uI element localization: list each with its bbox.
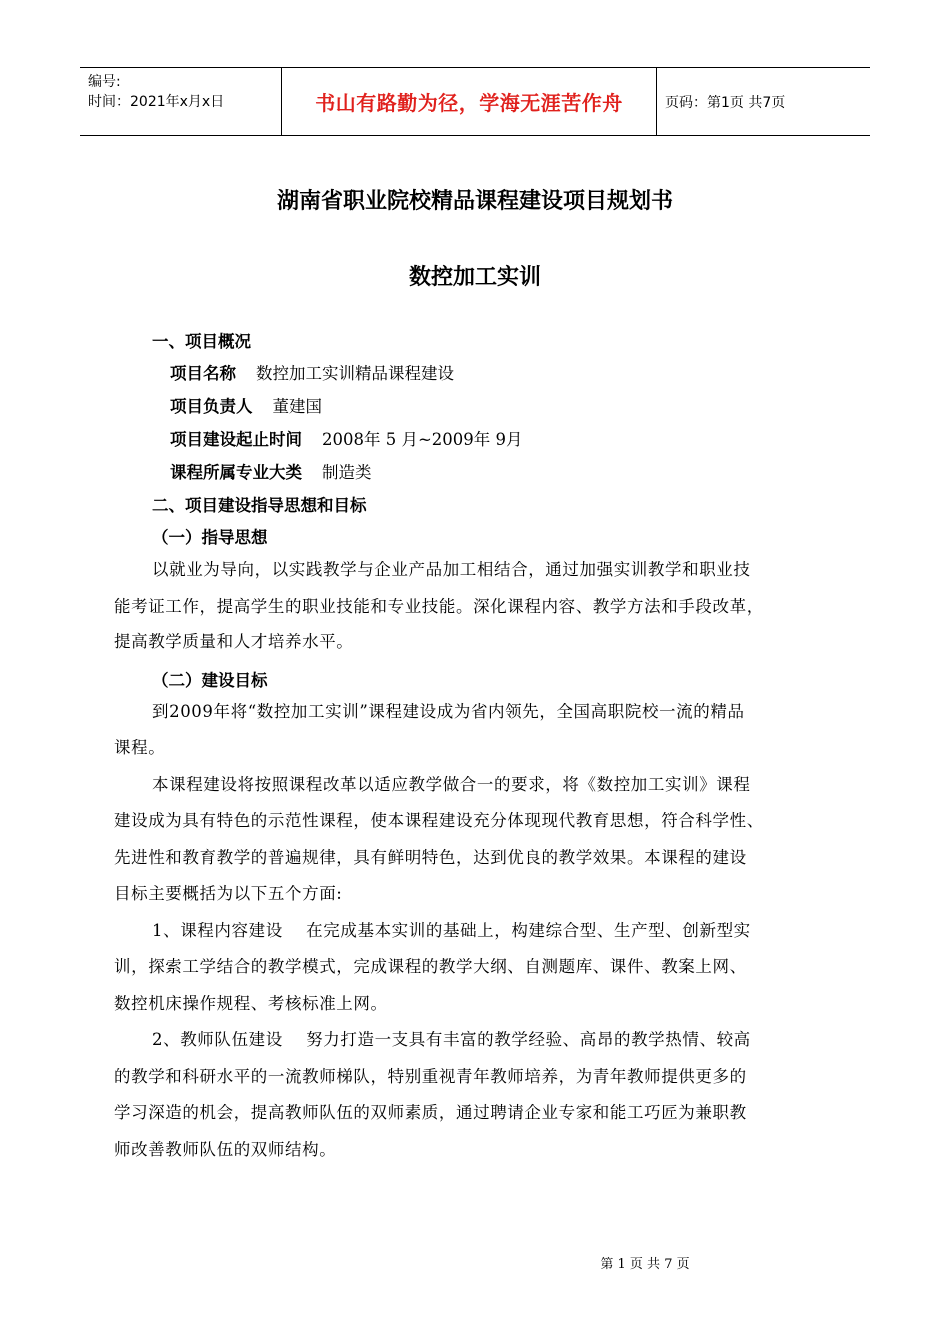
kv-key: 项目建设起止时间 [170, 430, 302, 449]
paragraph-line: 目标主要概括为以下五个方面: [114, 884, 343, 903]
paragraph-line: 以就业为导向，以实践教学与企业产品加工相结合，通过加强实训教学和职业技 [152, 560, 751, 579]
page-info: 页码：第1页 共7页 [665, 94, 786, 111]
kv-value: 2008年 5 月~2009年 9月 [322, 430, 523, 449]
section-heading: 一、项目概况 [152, 332, 251, 351]
paragraph-line: 能考证工作，提高学生的职业技能和专业技能。深化课程内容、教学方法和手段改革， [114, 597, 764, 616]
paragraph-line: 师改善教师队伍的双师结构。 [114, 1140, 337, 1159]
kv-key: 项目负责人 [170, 397, 253, 416]
paragraph-line: 先进性和教育教学的普遍规律，具有鲜明特色，达到优良的教学效果。本课程的建设 [114, 848, 747, 867]
kv-key: 项目名称 [170, 364, 236, 383]
number-label: 编号: [88, 74, 121, 90]
kv-project-period [170, 426, 523, 450]
paragraph-line: 1、课程内容建设 在完成基本实训的基础上，构建综合型、生产型、创新型实 [152, 921, 751, 940]
kv-value: 董建国 [272, 397, 322, 416]
header-left-cell [80, 68, 281, 135]
paragraph-line: 的教学和科研水平的一流教师梯队，特别重视青年教师培养，为青年教师提供更多的 [114, 1067, 747, 1086]
kv-major-category [170, 459, 372, 483]
paragraph-line: 建设成为具有特色的示范性课程，使本课程建设充分体现现代教育思想，符合科学性、 [114, 811, 764, 830]
document-title: 湖南省职业院校精品课程建设项目规划书 [276, 189, 673, 214]
page-footer: 第 1 页 共 7 页 [600, 1257, 690, 1272]
paragraph-line: 训，探索工学结合的教学模式，完成课程的教学大纲、自测题库、课件、教案上网、 [114, 957, 747, 976]
motto: 书山有路勤为径，学海无涯苦作舟 [315, 91, 623, 115]
paragraph-line: 2、教师队伍建设 努力打造一支具有丰富的教学经验、高昂的教学热情、较高 [152, 1030, 751, 1049]
paragraph-line: 学习深造的机会，提高教师队伍的双师素质，通过聘请企业专家和能工巧匠为兼职教 [114, 1103, 747, 1122]
kv-key: 课程所属专业大类 [170, 463, 302, 482]
subsection-heading: （二）建设目标 [152, 671, 268, 690]
paragraph-line: 本课程建设将按照课程改革以适应教学做合一的要求，将《数控加工实训》课程 [152, 775, 751, 794]
header-page-cell [657, 68, 870, 135]
document-subtitle: 数控加工实训 [408, 265, 541, 290]
paragraph-line: 提高教学质量和人才培养水平。 [114, 632, 354, 651]
paragraph-line: 课程。 [114, 738, 166, 757]
kv-value: 制造类 [322, 463, 372, 482]
kv-value: 数控加工实训精品课程建设 [256, 364, 454, 383]
section-heading: 二、项目建设指导思想和目标 [152, 496, 367, 515]
time-label: 时间：2021年x月x日 [88, 94, 225, 110]
paragraph-line: 数控机床操作规程、考核标准上网。 [114, 994, 388, 1013]
paragraph-line: 到2009年将“数控加工实训”课程建设成为省内领先，全国高职院校一流的精品 [152, 702, 745, 721]
kv-project-name [170, 360, 454, 384]
subsection-heading: （一）指导思想 [152, 528, 268, 547]
header-table [80, 67, 870, 136]
kv-project-leader [170, 393, 322, 417]
header-motto-cell [281, 68, 657, 135]
